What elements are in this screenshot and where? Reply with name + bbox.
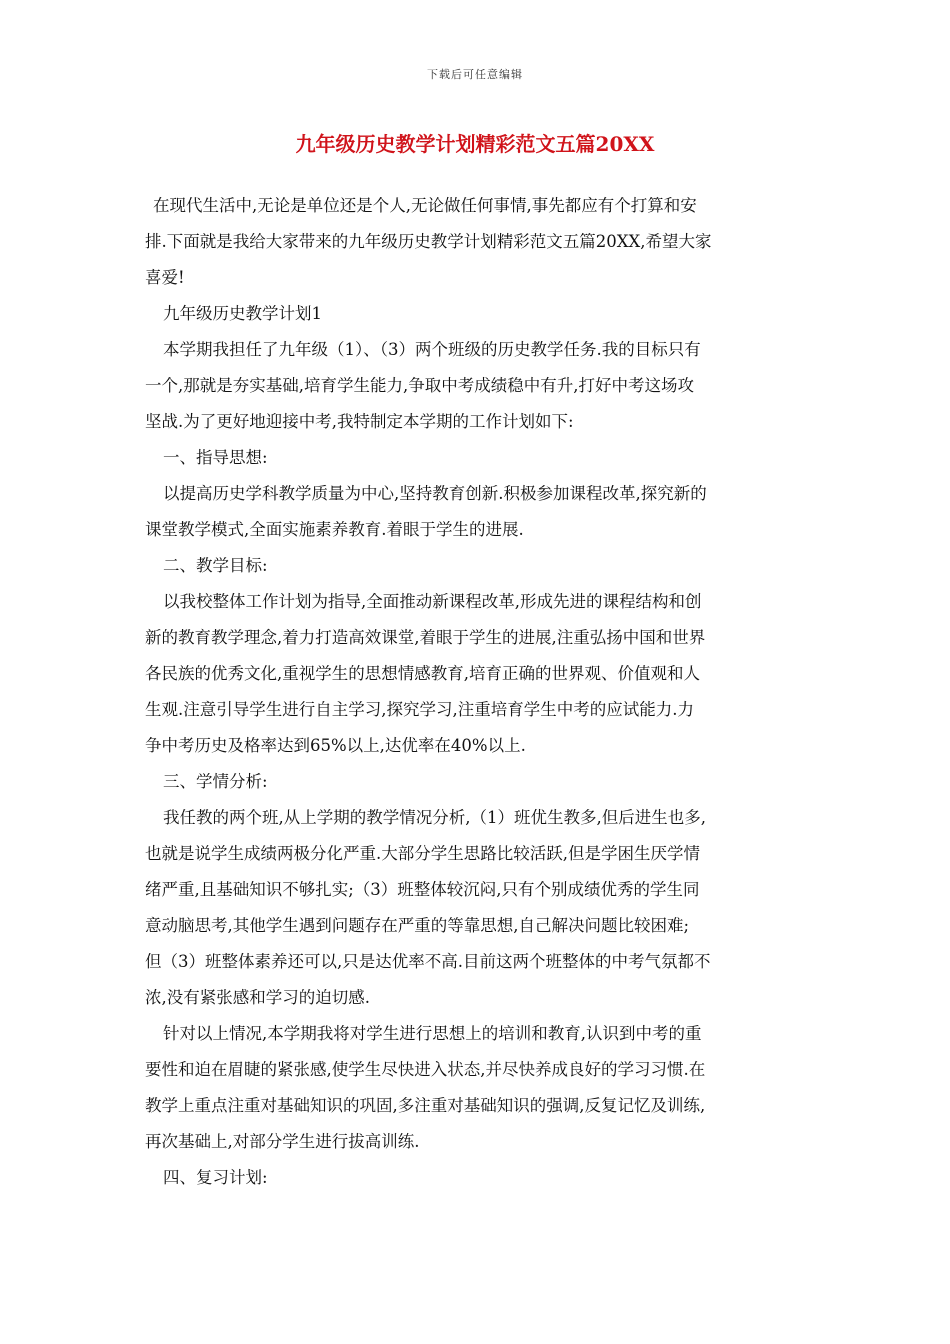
text-line: 要性和迫在眉睫的紧张感,使学生尽快进入状态,并尽快养成良好的学习习惯.在 [145,1060,706,1079]
text-line: 排.下面就是我给大家带来的九年级历史教学计划精彩范文五篇20XX,希望大家 [145,232,712,251]
text-line: 以提高历史学科教学质量为中心,坚持教育创新.积极参加课程改革,探究新的 [163,484,707,503]
text-line: 教学上重点注重对基础知识的巩固,多注重对基础知识的强调,反复记忆及训练, [145,1096,706,1115]
text-line: 争中考历史及格率达到65%以上,达优率在40%以上. [145,736,526,755]
text-line: 也就是说学生成绩两极分化严重.大部分学生思路比较活跃,但是学困生厌学情 [145,844,700,863]
text-line: 坚战.为了更好地迎接中考,我特制定本学期的工作计划如下: [145,412,574,431]
text-line: 再次基础上,对部分学生进行拔高训练. [145,1132,420,1151]
text-line: 四、复习计划: [163,1168,268,1187]
text-line: 课堂教学模式,全面实施素养教育.着眼于学生的进展. [145,520,524,539]
text-line: 我任教的两个班,从上学期的教学情况分析,（1）班优生教多,但后进生也多, [163,808,706,827]
text-line: 二、教学目标: [163,556,268,575]
text-line: 喜爱! [145,268,185,287]
text-line: 新的教育教学理念,着力打造高效课堂,着眼于学生的进展,注重弘扬中国和世界 [145,628,706,647]
document-body [145,188,805,1196]
text-line: 一、指导思想: [163,448,268,467]
text-line: 但（3）班整体素养还可以,只是达优率不高.目前这两个班整体的中考气氛都不 [145,952,711,971]
text-line: 各民族的优秀文化,重视学生的思想情感教育,培育正确的世界观、价值观和人 [145,664,700,683]
text-line: 浓,没有紧张感和学习的迫切感. [145,988,370,1007]
text-line: 在现代生活中,无论是单位还是个人,无论做任何事情,事先都应有个打算和安 [153,196,697,215]
text-line: 生观.注意引导学生进行自主学习,探究学习,注重培育学生中考的应试能力.力 [145,700,694,719]
text-line: 意动脑思考,其他学生遇到问题存在严重的等靠思想,自己解决问题比较困难; [145,916,690,935]
text-line: 本学期我担任了九年级（1）、（3）两个班级的历史教学任务.我的目标只有 [163,340,701,359]
text-line: 针对以上情况,本学期我将对学生进行思想上的培训和教育,认识到中考的重 [163,1024,702,1043]
text-line: 九年级历史教学计划1 [163,304,322,323]
text-line: 绪严重,且基础知识不够扎实;（3）班整体较沉闷,只有个别成绩优秀的学生同 [145,880,700,899]
header-note: 下载后可任意编辑 [427,68,523,81]
document-title: 九年级历史教学计划精彩范文五篇20XX [295,132,655,156]
text-line: 以我校整体工作计划为指导,全面推动新课程改革,形成先进的课程结构和创 [163,592,702,611]
text-line: 一个,那就是夯实基础,培育学生能力,争取中考成绩稳中有升,打好中考这场攻 [145,376,694,395]
text-line: 三、学情分析: [163,772,268,791]
